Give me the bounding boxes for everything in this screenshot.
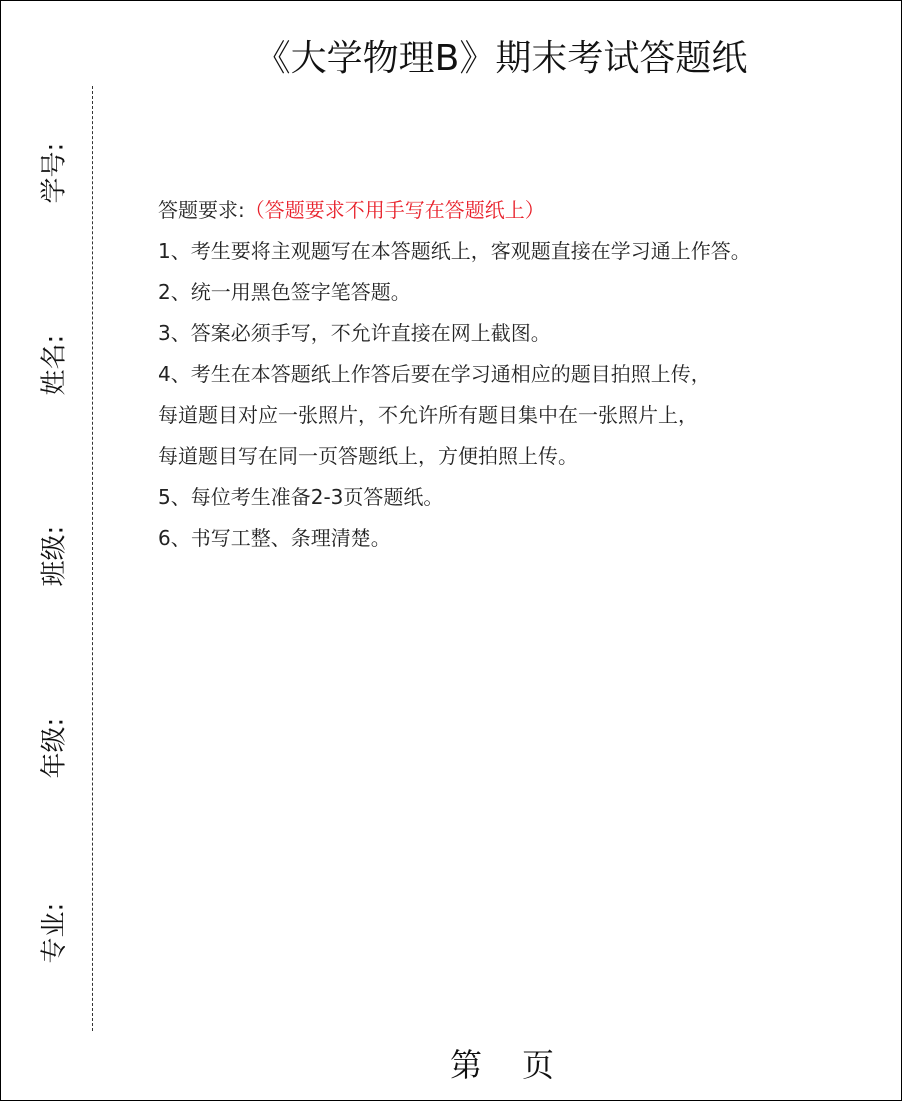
binding-dashed-line: [92, 86, 93, 1031]
requirement-line-2: 2、统一用黑色签字笔答题。: [158, 280, 411, 304]
class-label: [34, 525, 71, 587]
grade-label-text: 年级:: [39, 717, 70, 779]
requirement-line-4: 4、考生在本答题纸上作答后要在学习通相应的题目拍照上传，: [158, 362, 711, 386]
requirement-line-1: 1、考生要将主观题写在本答题纸上，客观题直接在学习通上作答。: [158, 239, 751, 263]
page-title: 《大学物理B》期末考试答题纸: [254, 38, 748, 79]
page-suffix: 页: [522, 1046, 555, 1084]
grade-label: [34, 717, 71, 779]
requirement-line-4-cont-1: 每道题目对应一张照片，不允许所有题目集中在一张照片上，: [158, 403, 698, 427]
major-label-text: 专业:: [39, 902, 70, 964]
requirement-line-5: 5、每位考生准备2-3页答题纸。: [158, 485, 444, 509]
name-label: [34, 334, 71, 396]
student-id-label: [34, 142, 71, 204]
requirement-line-3: 3、答案必须手写，不允许直接在网上截图。: [158, 321, 551, 345]
page-number-footer: [450, 1040, 554, 1086]
requirements-heading: 答题要求:: [158, 198, 245, 222]
major-label: [34, 902, 71, 964]
page-prefix: 第: [450, 1046, 483, 1084]
requirements-block: [158, 190, 858, 559]
requirements-note: （答题要求不用手写在答题纸上）: [244, 198, 545, 222]
student-id-label-text: 学号:: [39, 142, 70, 204]
requirement-line-4-cont-2: 每道题目写在同一页答题纸上，方便拍照上传。: [158, 444, 578, 468]
requirement-line-6: 6、书写工整、条理清楚。: [158, 526, 391, 550]
class-label-text: 班级:: [39, 525, 70, 587]
name-label-text: 姓名:: [39, 334, 70, 396]
requirements-heading-line: [158, 190, 858, 231]
